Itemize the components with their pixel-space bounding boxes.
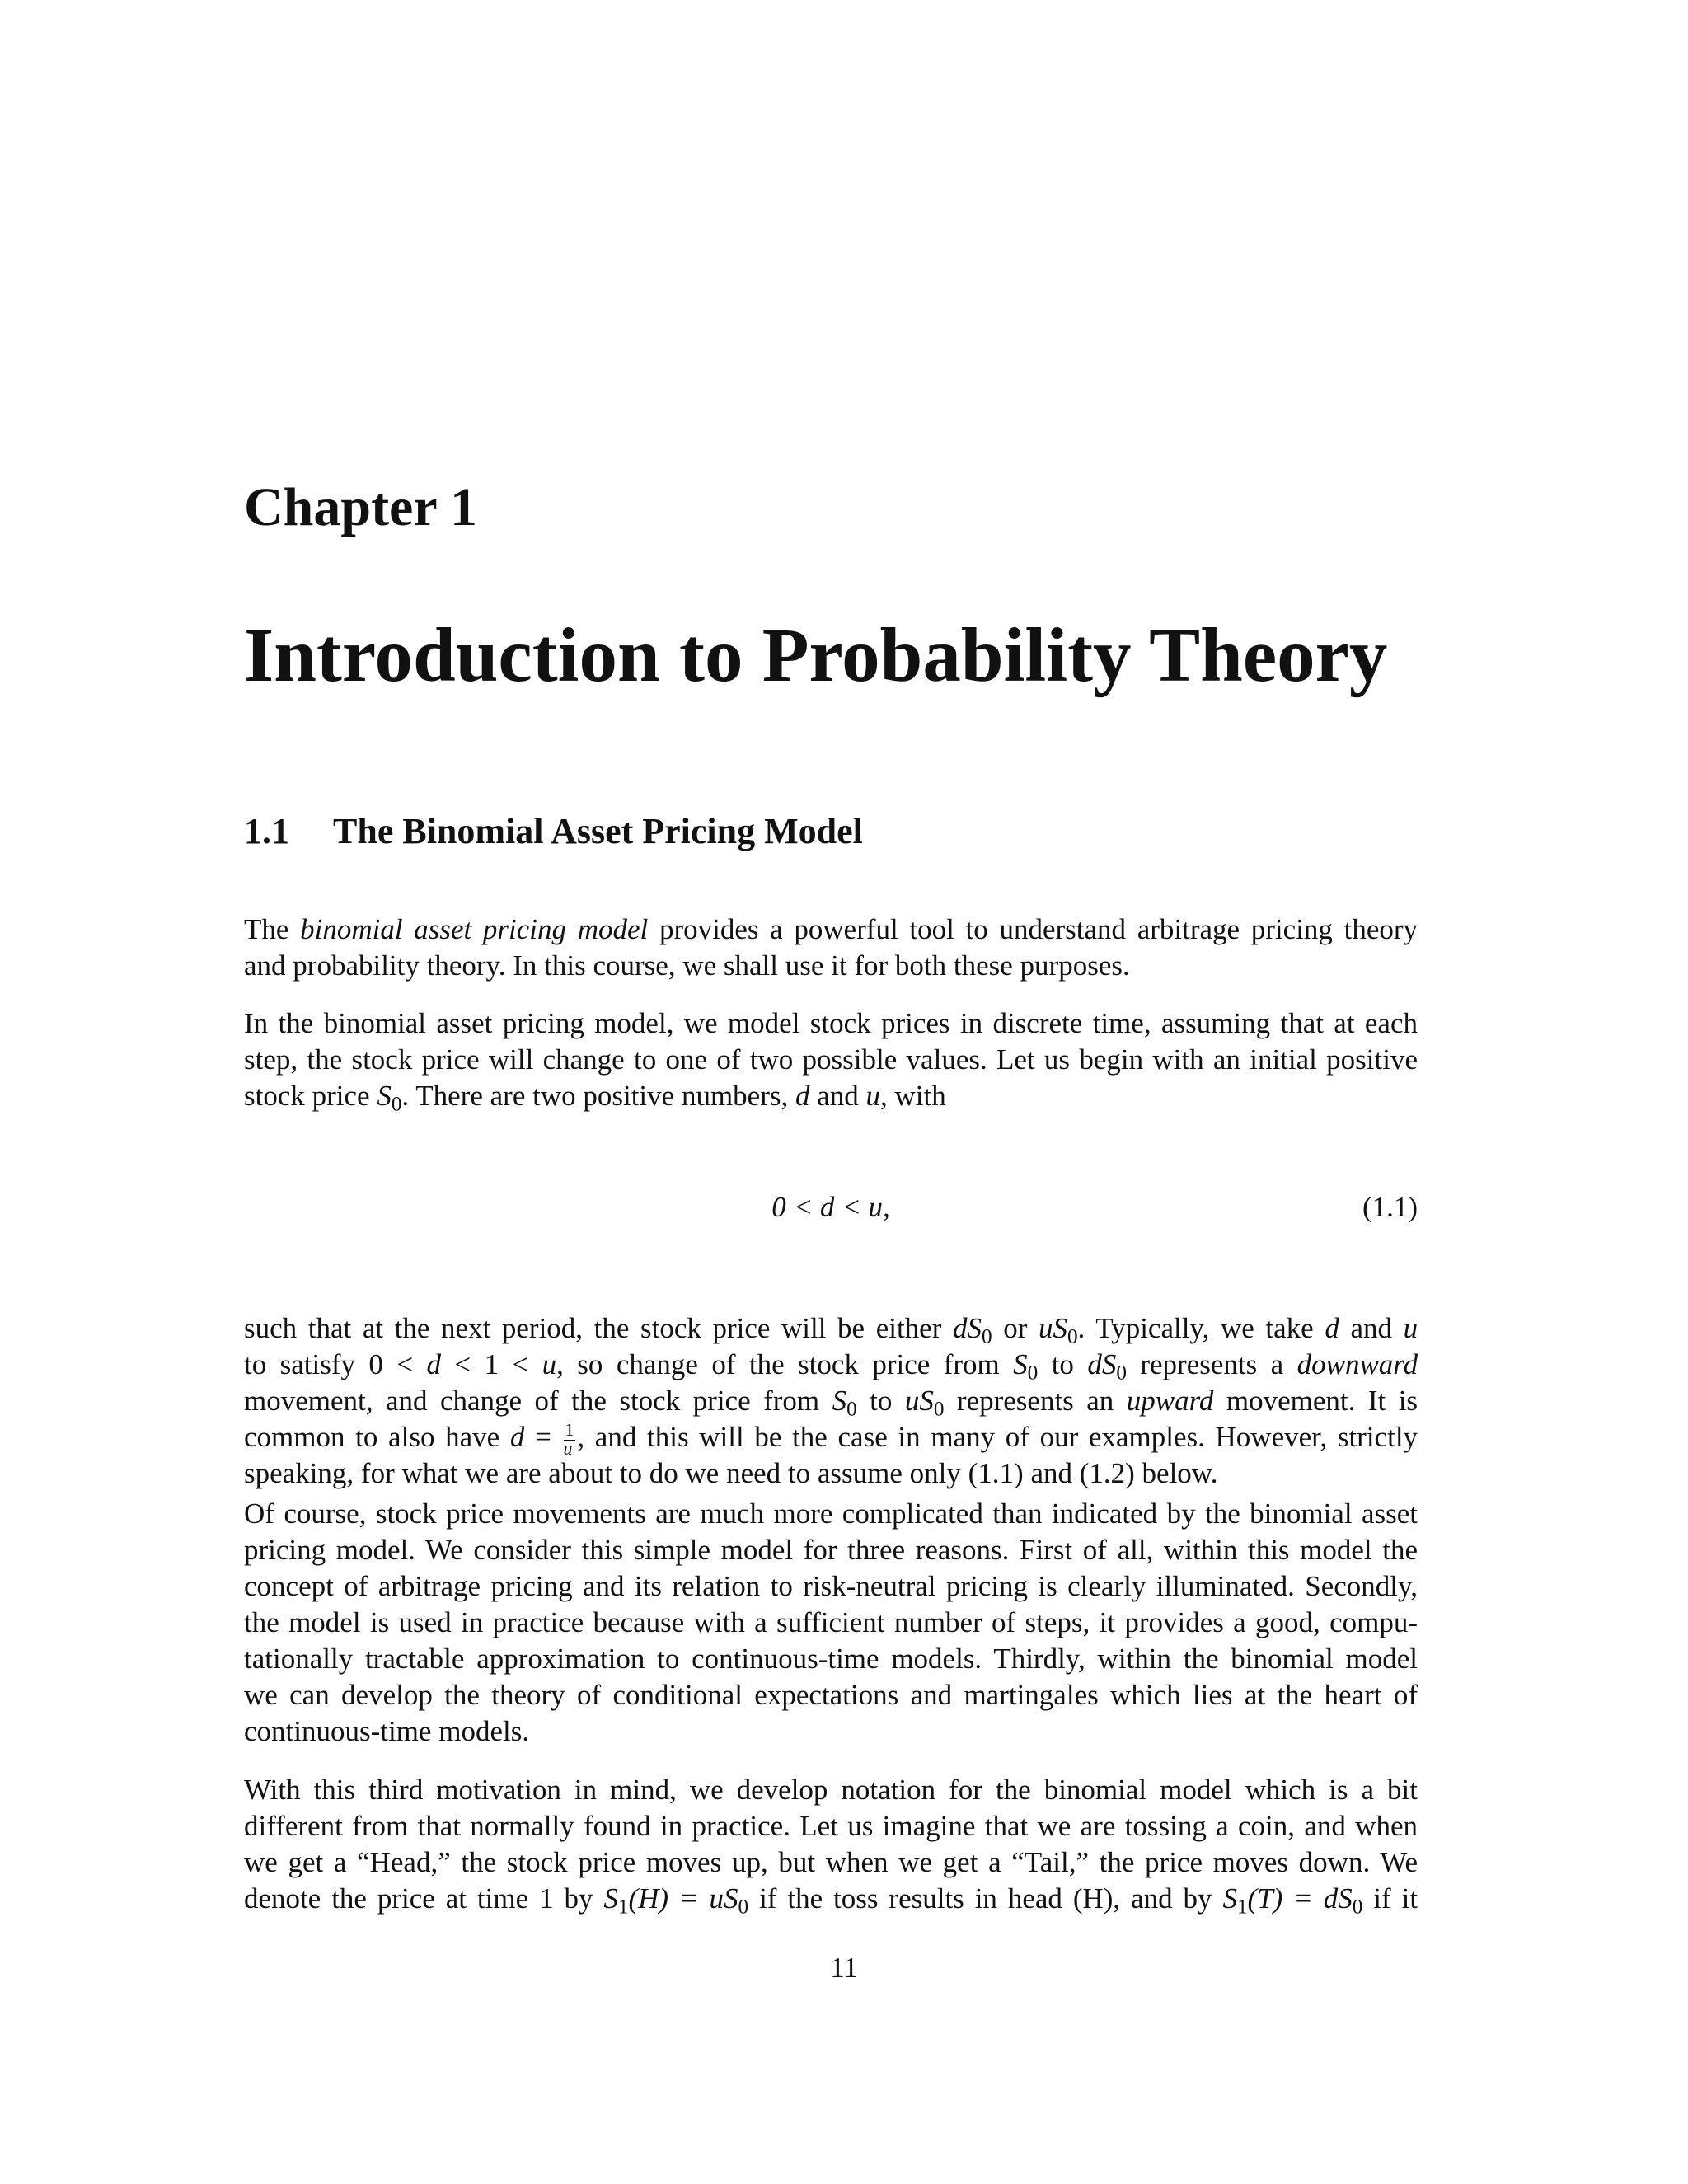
paragraph-line: and probability theory. In this course, we shall use it for both these purposes. [244,949,1130,982]
math-s0: $S_0$ [377,1080,402,1116]
equation-1-1 [244,1189,1418,1226]
paragraph-line: different from that normally found in practice. Let us imagine that we are tossing a coin, and when [244,1810,1418,1842]
paragraph-line: pricing model. We consider this simple model for three reasons. First of all, within this model the [244,1534,1418,1566]
paragraph-line: we can develop the theory of conditional expectations and martingales which lies at the heart of [244,1679,1418,1711]
math-d: d [795,1080,810,1112]
paragraph-line: With this third motivation in mind, we develop notation for the binomial model which is a bit [244,1774,1418,1806]
equation-number: (1.1) [1362,1191,1418,1223]
page-number: 11 [830,1952,858,1984]
paragraph-line: such that at the next period, the stock price will be either $dS_0$ or $uS_0$. Typically, we take d and u [244,1312,1418,1347]
paragraph-line: Of course, stock price movements are much more complicated than indicated by the binomial asset [244,1497,1418,1530]
paragraph-line: tationally tractable approximation to continuous-time models. Thirdly, within the binomial model [244,1643,1418,1675]
paragraph-line: stock price $S_0$. There are two positive numbers, d and u, with [244,1080,946,1116]
paragraph-line: continuous-time models. [244,1715,530,1747]
paragraph-line: speaking, for what we are about to do we need to assume only (1.1) and (1.2) below. [244,1457,1218,1489]
section-number: 1.1 [244,811,289,851]
paragraph-line: common to also have d = $\frac{1}{u}$ , and this will be the case in many of our examples. However, strictly [244,1419,1418,1455]
paragraph-line: movement, and change of the stock price from $S_0$ to $uS_0$ represents an upward movement. It is [244,1385,1418,1419]
chapter-label: Chapter 1 [244,477,477,537]
paragraph-4 [244,1496,1418,1750]
paragraph-3 [244,1310,1418,1492]
paragraph-line: we get a “Head,” the stock price moves up, but when we get a “Tail,” the price moves down. We [244,1846,1418,1878]
paragraph-line: The binomial asset pricing model provides a powerful tool to understand arbitrage pricing theory [244,913,1418,945]
math-s1-t: $S_1(T) = dS_0$ [1222,1882,1363,1917]
paragraph-line: concept of arbitrage pricing and its relation to risk-neutral pricing is clearly illuminated. Secondly, [244,1570,1418,1602]
paragraph-2 [244,1005,1418,1122]
paragraph-line: step, the stock price will change to one of two possible values. Let us begin with an initial positive [244,1043,1418,1076]
chapter-title: Introduction to Probability Theory [244,613,1388,698]
paragraph-5 [244,1772,1418,1917]
paragraph-1 [244,912,1418,984]
math-u: u [865,1080,881,1112]
section-heading [244,810,863,854]
paragraph-line: denote the price at time 1 by $S_1(H) = uS_0$ if the toss results in head (H), and by $S_1(T) = dS_0$ if it [244,1882,1418,1917]
section-title: The Binomial Asset Pricing Model [333,811,863,851]
paragraph-line: In the binomial asset pricing model, we model stock prices in discrete time, assuming that at each [244,1007,1418,1039]
paragraph-line: to satisfy 0 < d < 1 < u, so change of the stock price from $S_0$ to $dS_0$ represents a downward [244,1348,1418,1383]
emphasis-text: binomial asset pricing model [300,913,649,945]
paragraph-line: the model is used in practice because with a sufficient number of steps, it provides a good, compu- [244,1606,1418,1638]
math-s1-h: $S_1(H) = uS_0$ [603,1882,749,1917]
equation-expression: 0 < d < u, [771,1191,890,1223]
fraction-one-over-u: $\frac{1}{u}$ [563,1420,574,1455]
